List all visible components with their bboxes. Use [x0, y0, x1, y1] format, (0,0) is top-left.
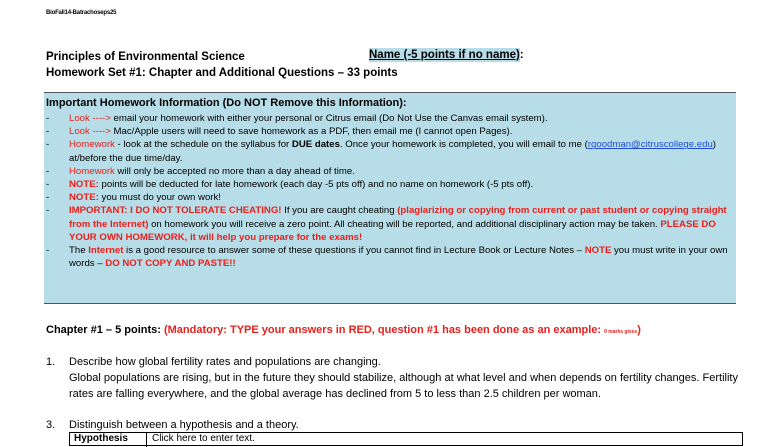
question-prompt: Distinguish between a hypothesis and a theory. [69, 419, 299, 431]
question-number: 1. [46, 356, 56, 368]
email-link[interactable]: rgoodman@citruscollege.edu [587, 139, 713, 151]
hypothesis-term: Hypothesis [74, 433, 128, 444]
header-tag: BioFall14-Batrachoseps25 [46, 10, 117, 16]
info-item: - NOTE: you must do your own work! [46, 192, 221, 204]
info-item: - Homework will only be accepted no more than a day ahead of time. [46, 165, 355, 177]
homework-title: Homework Set #1: Chapter and Additional Questions – 33 points [46, 67, 398, 79]
question-answer[interactable]: Global populations are rising, but in the future they should stabilize, although at what level and when depends on fertility changes. Fertility rates are falling everywhere, and the global average has declined from 5 to less than 2.5 children per woman. [69, 372, 738, 400]
info-box-title: Important Homework Information (Do NOT Remove this Information): [46, 97, 407, 109]
table-divider [146, 433, 147, 447]
info-item: - Homework - look at the schedule on the syllabus for DUE dates. Once your homework is completed, you will email to me (rgoodman@citruscollege.edu) at/before the due time/day. [46, 139, 716, 164]
question-number: 3. [46, 419, 56, 431]
name-field[interactable] [369, 49, 524, 61]
hypothesis-table-row [69, 432, 743, 446]
name-field-colon: : [519, 49, 524, 61]
info-item: - Look ----> email your homework with either your personal or Citrus email (Do Not Use the Canvas email system). [46, 113, 548, 124]
info-item: - The Internet is a good resource to answer some of these questions if you cannot find in Lecture Book or Lecture Notes – NOTE you must write in your own words – DO NOT COPY AND PASTE!! [46, 245, 728, 270]
question-prompt: Describe how global fertility rates and populations are changing. [69, 356, 381, 368]
chapter-instruction: (Mandatory: TYPE your answers in RED, question #1 has been done as an example: [163, 324, 605, 336]
info-item: - Look ----> Mac/Apple users will need to save homework as a PDF, then email me (I cannot open Pages). [46, 126, 513, 138]
course-title: Principles of Environmental Science [46, 51, 245, 63]
info-list [44, 112, 734, 270]
chapter-heading: Chapter #1 – 5 points: (Mandatory: TYPE your answers in RED, question #1 has been done as an example: 0 marks gives) [46, 324, 641, 336]
name-field-label[interactable]: Name (-5 points if no name) [369, 49, 520, 61]
info-item: - IMPORTANT: I DO NOT TOLERATE CHEATING! If you are caught cheating (plagiarizing or copying from current or past student or copying straight from the Internet) on homework you will receive a zero point. All cheating will be reported, and additional disciplinary action may be taken. PLEASE DO YOUR OWN HOMEWORK, it will help you prepare for the exams! [46, 205, 727, 243]
important-info-box [44, 92, 736, 304]
chapter-small-note: 0 marks gives [604, 329, 638, 335]
info-item: - NOTE: points will be deducted for late homework (each day -5 pts off) and no name on homework (-5 pts off). [46, 179, 534, 191]
hypothesis-answer-field[interactable]: Click here to enter text. [152, 433, 255, 444]
